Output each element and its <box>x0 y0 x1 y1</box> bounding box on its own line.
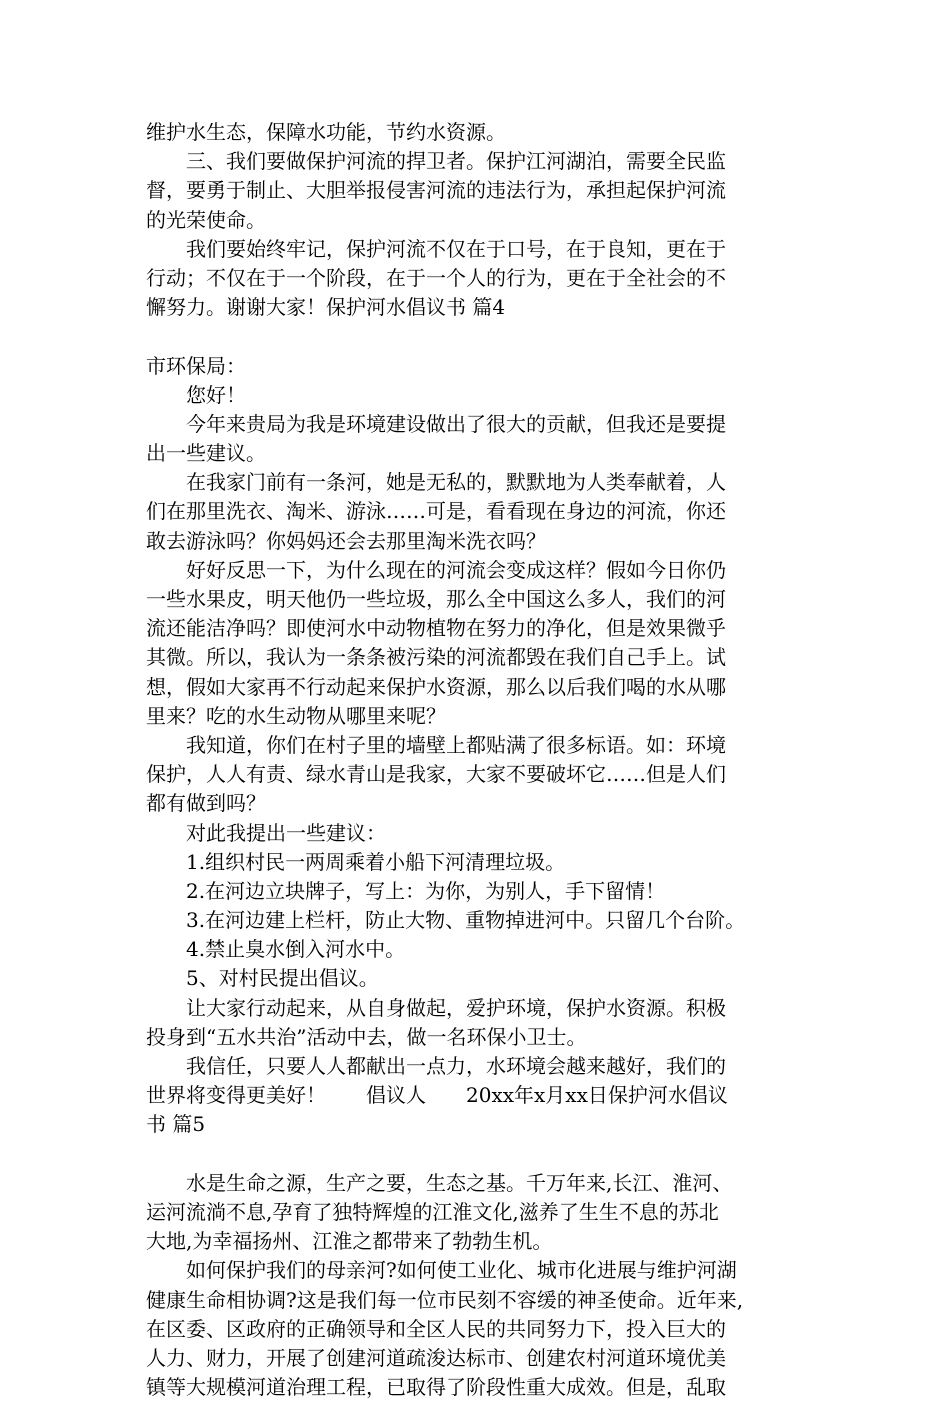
text-line: 您好！ <box>186 382 246 407</box>
text-line: 敢去游泳吗？你妈妈还会去那里淘米洗衣吗？ <box>146 528 546 553</box>
text-line: 3.在河边建上栏杆，防止大物、重物掉进河中。只留几个台阶。 <box>186 908 746 933</box>
text-line: 行动；不仅在于一个阶段，在于一个人的行为，更在于全社会的不 <box>146 265 726 290</box>
text-line: 书 篇5 <box>146 1112 206 1137</box>
text-line: 如何保护我们的母亲河?如何使工业化、城市化进展与维护河湖 <box>186 1258 737 1283</box>
text-line: 运河流淌不息,孕育了独特辉煌的江淮文化,滋养了生生不息的苏北 <box>146 1199 719 1224</box>
text-line: 保护，人人有责、绿水青山是我家，大家不要破坏它……但是人们 <box>146 762 726 787</box>
text-line: 镇等大规模河道治理工程，已取得了阶段性重大成效。但是，乱取 <box>146 1375 726 1400</box>
text-line: 在区委、区政府的正确领导和全区人民的共同努力下，投入巨大的 <box>146 1316 726 1341</box>
text-line: 让大家行动起来，从自身做起，爱护环境，保护水资源。积极 <box>186 995 726 1020</box>
text-line: 世界将变得更美好！ 倡议人 20xx年x月xx日保护河水倡议 <box>146 1083 728 1108</box>
text-line: 们在那里洗衣、淘米、游泳……可是，看看现在身边的河流，你还 <box>146 499 726 524</box>
text-line: 都有做到吗？ <box>146 791 266 816</box>
text-line: 2.在河边立块牌子，写上：为你，为别人，手下留情！ <box>186 878 666 903</box>
blank-line <box>146 322 810 351</box>
text-line: 出一些建议。 <box>146 441 266 466</box>
text-line: 市环保局： <box>146 353 246 378</box>
text-line: 其微。所以，我认为一条条被污染的河流都毁在我们自己手上。试 <box>146 645 726 670</box>
text-line: 三、我们要做保护河流的捍卫者。保护江河湖泊，需要全民监 <box>186 149 726 174</box>
blank-line <box>146 1140 810 1169</box>
text-line: 对此我提出一些建议： <box>186 820 386 845</box>
text-line: 1.组织村民一两周乘着小船下河清理垃圾。 <box>186 849 566 874</box>
text-line: 大地,为幸福扬州、江淮之都带来了勃勃生机。 <box>146 1229 553 1254</box>
text-line: 人力、财力，开展了创建河道疏浚达标市、创建农村河道环境优美 <box>146 1345 726 1370</box>
text-line: 健康生命相协调?这是我们每一位市民刻不容缓的神圣使命。近年来, <box>146 1287 744 1312</box>
text-line: 我们要始终牢记，保护河流不仅在于口号，在于良知，更在于 <box>186 236 726 261</box>
text-line: 好好反思一下，为什么现在的河流会变成这样？假如今日你仍 <box>186 557 726 582</box>
text-line: 懈努力。谢谢大家！保护河水倡议书 篇4 <box>146 295 506 320</box>
text-line: 4.禁止臭水倒入河水中。 <box>186 937 406 962</box>
text-line: 我知道，你们在村子里的墙壁上都贴满了很多标语。如：环境 <box>186 732 726 757</box>
text-line: 水是生命之源，生产之要，生态之基。千万年来,长江、淮河、 <box>186 1170 733 1195</box>
text-line: 一些水果皮，明天他仍一些垃圾，那么全中国这么多人，我们的河 <box>146 587 726 611</box>
text-line: 里来？吃的水生动物从哪里来呢？ <box>146 703 446 728</box>
text-line: 今年来贵局为我是环境建设做出了很大的贡献，但我还是要提 <box>186 411 726 436</box>
text-line: 5、对村民提出倡议。 <box>186 966 379 991</box>
text-line: 投身到“五水共治”活动中去，做一名环保小卫士。 <box>146 1024 587 1049</box>
text-line: 的光荣使命。 <box>146 207 266 232</box>
text-line: 流还能洁净吗？即使河水中动物植物在努力的净化，但是效果微乎 <box>146 616 726 641</box>
text-line: 我信任，只要人人都献出一点力，水环境会越来越好，我们的 <box>186 1054 726 1078</box>
text-line: 在我家门前有一条河，她是无私的，默默地为人类奉献着，人 <box>186 470 726 495</box>
text-line: 维护水生态，保障水功能，节约水资源。 <box>146 120 506 144</box>
document-body <box>146 118 810 1402</box>
text-line: 想，假如大家再不行动起来保护水资源，那么以后我们喝的水从哪 <box>146 674 726 699</box>
text-line: 督，要勇于制止、大胆举报侵害河流的违法行为，承担起保护河流 <box>146 178 726 203</box>
